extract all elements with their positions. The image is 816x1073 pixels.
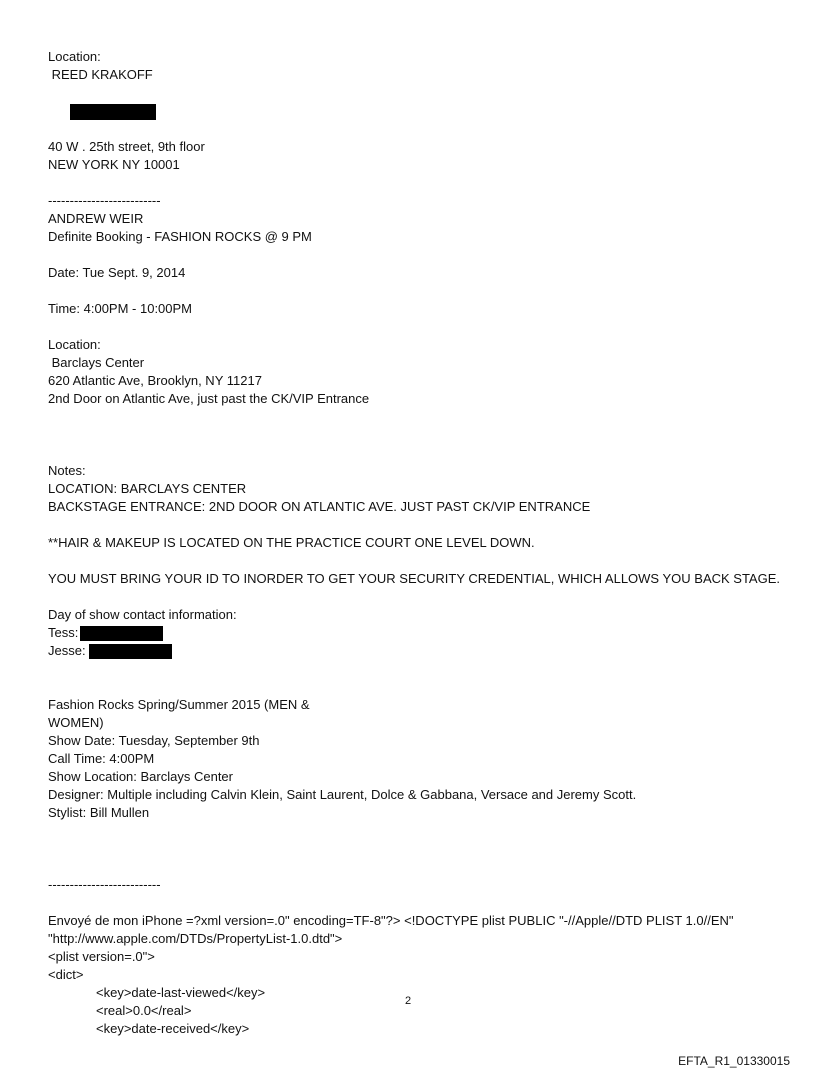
venue-name: Barclays Center — [48, 355, 145, 370]
page-number: 2 — [404, 995, 412, 1007]
spacer — [48, 408, 788, 462]
venue-address: 620 Atlantic Ave, Brooklyn, NY 11217 — [48, 373, 262, 388]
spacer — [48, 246, 788, 264]
document-body — [48, 48, 788, 1038]
redacted-line — [48, 84, 788, 138]
spacer — [48, 516, 788, 534]
show-title-line-1: Fashion Rocks Spring/Summer 2015 (MEN & — [48, 697, 310, 712]
notes-id-requirement: YOU MUST BRING YOUR ID TO INORDER TO GET YOUR SECURITY CREDENTIAL, WHICH ALLOWS YOU BACK STAGE. — [48, 571, 780, 586]
recipient-name: ANDREW WEIR — [48, 211, 144, 226]
show-location: Show Location: Barclays Center — [48, 769, 233, 784]
contact-jesse-label: Jesse: — [48, 643, 86, 658]
dtd-url-line: "http://www.apple.com/DTDs/PropertyList-1.0.dtd"> — [48, 931, 343, 946]
call-time: Call Time: 4:00PM — [48, 751, 155, 766]
stylist-line: Stylist: Bill Mullen — [48, 805, 150, 820]
date-line: Date: Tue Sept. 9, 2014 — [48, 265, 186, 280]
spacer — [48, 318, 788, 336]
booking-title: Definite Booking - FASHION ROCKS @ 9 PM — [48, 229, 312, 244]
spacer — [48, 822, 788, 876]
contact-header: Day of show contact information: — [48, 607, 237, 622]
contact-jesse — [48, 642, 788, 660]
redaction-block — [89, 644, 172, 659]
spacer — [48, 174, 788, 192]
spacer — [48, 552, 788, 570]
dict-open-tag: <dict> — [48, 967, 84, 982]
key-date-last-viewed: <key>date-last-viewed</key> — [96, 985, 266, 1000]
venue-entrance: 2nd Door on Atlantic Ave, just past the CK/VIP Entrance — [48, 391, 370, 406]
notes-label: Notes: — [48, 463, 86, 478]
notes-location: LOCATION: BARCLAYS CENTER — [48, 481, 247, 496]
venue-label: Location: — [48, 337, 101, 352]
key-date-received: <key>date-received</key> — [96, 1021, 250, 1036]
location-name: REED KRAKOFF — [48, 67, 153, 82]
show-title-line-2: WOMEN) — [48, 715, 104, 730]
notes-backstage: BACKSTAGE ENTRANCE: 2ND DOOR ON ATLANTIC AVE. JUST PAST CK/VIP ENTRANCE — [48, 499, 591, 514]
plist-open-tag: <plist version=.0"> — [48, 949, 155, 964]
redaction-block — [80, 626, 163, 641]
spacer — [48, 894, 788, 912]
spacer — [48, 588, 788, 606]
contact-tess — [48, 624, 788, 642]
address-line: 40 W . 25th street, 9th floor — [48, 139, 205, 154]
document-id: EFTA_R1_01330015 — [678, 1054, 790, 1068]
time-line: Time: 4:00PM - 10:00PM — [48, 301, 193, 316]
designer-line: Designer: Multiple including Calvin Klein, Saint Laurent, Dolce & Gabbana, Versace and Jeremy Scott. — [48, 787, 637, 802]
contact-tess-label: Tess: — [48, 625, 79, 640]
show-date: Show Date: Tuesday, September 9th — [48, 733, 260, 748]
iphone-plist-line: Envoyé de mon iPhone =?xml version=.0" encoding=TF-8"?> <!DOCTYPE plist PUBLIC "-//Apple//DTD PLIST 1.0//EN" — [48, 913, 734, 928]
city-line: NEW YORK NY 10001 — [48, 157, 180, 172]
location-label: Location: — [48, 49, 101, 64]
redaction-block — [70, 104, 156, 120]
real-value: <real>0.0</real> — [96, 1003, 192, 1018]
separator-line: -------------------------- — [48, 877, 161, 892]
separator-line: -------------------------- — [48, 193, 161, 208]
spacer — [48, 282, 788, 300]
notes-hair-makeup: **HAIR & MAKEUP IS LOCATED ON THE PRACTICE COURT ONE LEVEL DOWN. — [48, 535, 535, 550]
spacer — [48, 660, 788, 696]
